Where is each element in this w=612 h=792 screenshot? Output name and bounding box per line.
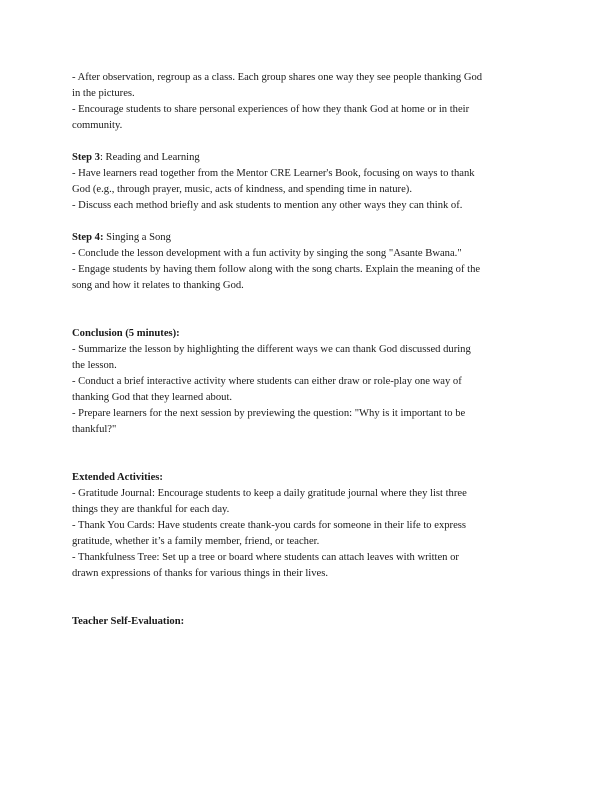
conclusion-section — [72, 326, 542, 438]
paragraph-line: things they are thankful for each day. — [72, 504, 230, 515]
step4-label: Step 4: — [72, 232, 104, 243]
self-evaluation-section — [72, 614, 542, 630]
step3-section — [72, 150, 542, 214]
paragraph-line: drawn expressions of thanks for various things in their lives. — [72, 568, 328, 579]
paragraph-line: community. — [72, 120, 123, 131]
paragraph-line: - Summarize the lesson by highlighting the different ways we can thank God discussed during — [72, 344, 471, 355]
paragraph-line: - Thankfulness Tree: Set up a tree or board where students can attach leaves with written or — [72, 552, 459, 563]
conclusion-heading — [72, 326, 542, 342]
step3-heading — [72, 150, 542, 166]
paragraph-line: - Have learners read together from the Mentor CRE Learner's Book, focusing on ways to thank — [72, 168, 475, 179]
step4-section — [72, 230, 542, 294]
paragraph-line: song and how it relates to thanking God. — [72, 280, 244, 291]
paragraph-line: thanking God that they learned about. — [72, 392, 233, 403]
paragraph-line: - Engage students by having them follow along with the song charts. Explain the meaning of the — [72, 264, 481, 275]
spacer — [72, 214, 542, 230]
paragraph-line: gratitude, whether it’s a family member, friend, or teacher. — [72, 536, 320, 547]
extended-heading-text: Extended Activities: — [72, 472, 163, 483]
paragraph-line: the lesson. — [72, 360, 117, 371]
paragraph-line: - Conduct a brief interactive activity where students can either draw or role-play one way of — [72, 376, 462, 387]
spacer — [72, 294, 542, 326]
paragraph-line: - Prepare learners for the next session by previewing the question: "Why is it important to be — [72, 408, 466, 419]
self-evaluation-heading — [72, 614, 542, 630]
step4-heading — [72, 230, 542, 246]
paragraph-line: - Thank You Cards: Have students create thank-you cards for someone in their life to express — [72, 520, 467, 531]
paragraph-line: thankful?" — [72, 424, 117, 435]
paragraph-line: - Gratitude Journal: Encourage students to keep a daily gratitude journal where they list three — [72, 488, 467, 499]
paragraph-line: God (e.g., through prayer, music, acts of kindness, and spending time in nature). — [72, 184, 412, 195]
extended-activities-section — [72, 470, 542, 582]
step2-tail-section — [72, 70, 542, 134]
spacer — [72, 582, 542, 614]
paragraph-line: - Conclude the lesson development with a fun activity by singing the song "Asante Bwana." — [72, 248, 462, 259]
self-evaluation-heading-text: Teacher Self-Evaluation: — [72, 616, 185, 627]
document-page — [72, 70, 542, 630]
paragraph-line: - After observation, regroup as a class. Each group shares one way they see people thanking God — [72, 72, 483, 83]
paragraph-line: in the pictures. — [72, 88, 135, 99]
step3-title: : Reading and Learning — [99, 152, 200, 163]
step4-title: Singing a Song — [103, 232, 171, 243]
paragraph-line: - Discuss each method briefly and ask students to mention any other ways they can think of. — [72, 200, 463, 211]
spacer — [72, 134, 542, 150]
paragraph-line: - Encourage students to share personal experiences of how they thank God at home or in their — [72, 104, 470, 115]
step3-label: Step 3 — [72, 152, 100, 163]
conclusion-heading-text: Conclusion (5 minutes): — [72, 328, 180, 339]
spacer — [72, 438, 542, 470]
extended-activities-heading — [72, 470, 542, 486]
